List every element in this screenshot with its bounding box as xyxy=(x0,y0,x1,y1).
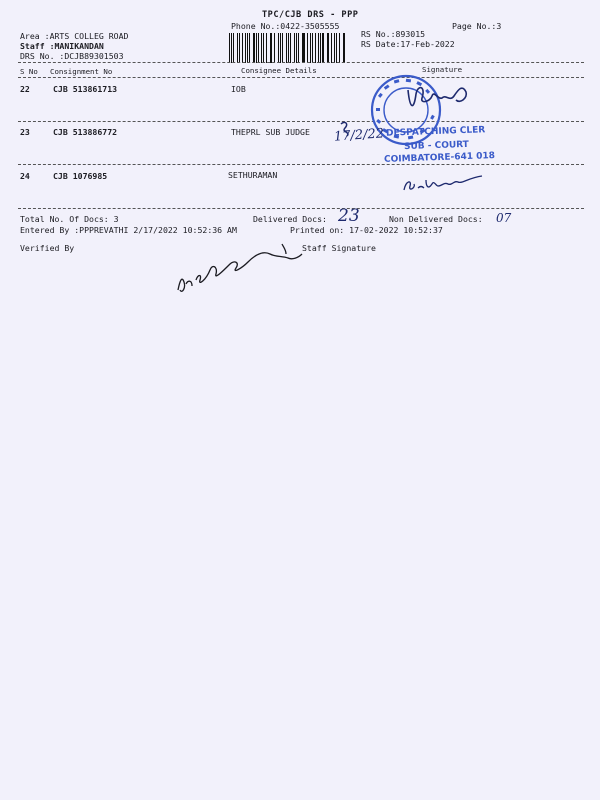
signature-row-22 xyxy=(400,80,475,120)
barcode-bar xyxy=(331,33,332,63)
barcode-bar xyxy=(286,33,287,63)
barcode-bar xyxy=(318,33,319,63)
stamp-line-3: COIMBATORE-641 018 xyxy=(383,151,496,165)
divider xyxy=(18,77,584,78)
divider xyxy=(18,208,584,209)
barcode-bar xyxy=(339,33,340,63)
rs-number: RS No.:893015 xyxy=(361,29,426,39)
row-consignee: SETHURAMAN xyxy=(228,170,278,180)
barcode-bar xyxy=(310,33,311,63)
delivered-docs-value: 23 xyxy=(338,206,360,226)
divider xyxy=(18,164,584,165)
printed-on: Printed on: 17-02-2022 10:52:37 xyxy=(290,225,443,235)
row-consignment: CJB 513861713 xyxy=(53,84,118,94)
area-field: Area :ARTS COLLEG ROAD xyxy=(20,31,129,41)
barcode-bar xyxy=(253,33,254,63)
divider xyxy=(18,121,584,122)
barcode-bar xyxy=(242,33,243,63)
barcode-bar xyxy=(261,33,262,63)
row-consignment: CJB 513886772 xyxy=(53,127,118,137)
phone-number: Phone No.:0422-3505555 xyxy=(231,21,340,31)
staff-signature-label: Staff Signature xyxy=(302,243,376,253)
delivered-docs-label: Delivered Docs: xyxy=(253,214,327,224)
staff-field: Staff :MANIKANDAN xyxy=(20,41,104,51)
verifier-signature xyxy=(170,240,320,300)
barcode-bar xyxy=(274,33,275,63)
col-header-signature: Signature xyxy=(422,65,463,74)
barcode xyxy=(229,33,347,63)
barcode-bar xyxy=(266,33,267,63)
barcode-bar xyxy=(322,33,323,63)
non-delivered-docs-value: 07 xyxy=(496,211,512,225)
drs-number: DRS No. :DCJB89301503 xyxy=(20,51,124,61)
non-delivered-docs-label: Non Delivered Docs: xyxy=(389,214,483,224)
barcode-bar xyxy=(303,33,304,63)
barcode-bar xyxy=(237,33,238,63)
row-consignee: IOB xyxy=(231,84,246,94)
row-consignment: CJB 1076985 xyxy=(53,171,108,181)
barcode-bar xyxy=(336,33,337,63)
rs-date: RS Date:17-Feb-2022 xyxy=(361,39,455,49)
verified-by-label: Verified By xyxy=(20,243,75,253)
barcode-bar xyxy=(229,33,230,63)
total-docs: Total No. Of Docs: 3 xyxy=(20,214,119,224)
handwritten-date: 17/2/22 xyxy=(333,126,385,145)
barcode-bar xyxy=(298,33,299,63)
barcode-bar xyxy=(249,33,250,63)
signature-row-24 xyxy=(398,172,488,198)
stamp-line-1: DESPATCHING CLER xyxy=(385,125,486,139)
page-number: Page No.:3 xyxy=(452,21,502,31)
entered-by: Entered By :PPPREVATHI 2/17/2022 10:52:36 AM xyxy=(20,225,237,235)
col-header-consignment: Consignment No xyxy=(50,67,113,76)
divider xyxy=(18,62,584,63)
col-header-consignee: Consignee Details xyxy=(241,66,317,75)
row-consignee: THEPRL SUB JUDGE xyxy=(231,127,310,137)
row-sno: 22 xyxy=(20,84,30,94)
barcode-bar xyxy=(290,33,291,63)
row-sno: 24 xyxy=(20,171,30,181)
row-sno: 23 xyxy=(20,127,30,137)
stamp-line-2: SUB - COURT xyxy=(403,139,470,153)
sheet-title: TPC/CJB DRS - PPP xyxy=(262,10,359,20)
barcode-bar xyxy=(278,33,279,63)
col-header-sno: S No xyxy=(20,67,38,76)
